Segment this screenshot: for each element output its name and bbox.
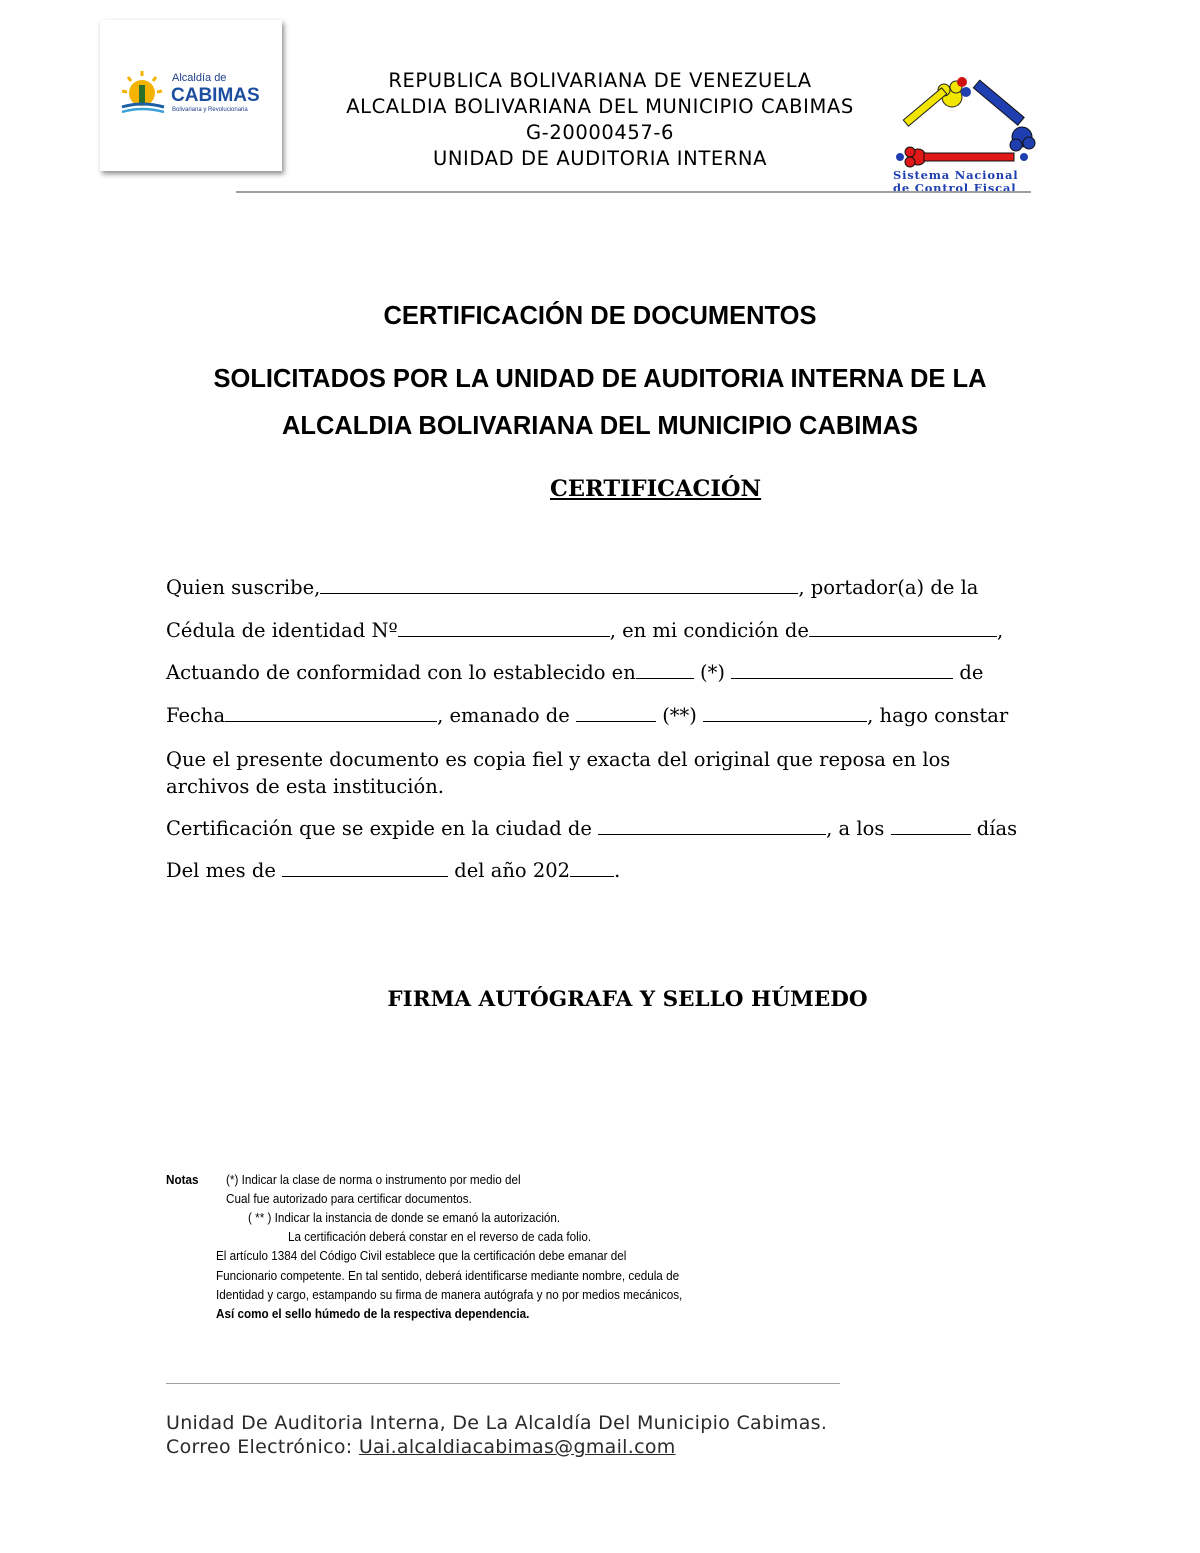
form-line-fecha (166, 702, 1026, 730)
form-line-quien-suscribe (166, 574, 1026, 602)
form-line-archivos: archivos de esta institución. (166, 775, 444, 798)
blank-nombre[interactable] (320, 576, 798, 594)
sun-icon (122, 71, 162, 106)
yellow-key-icon (903, 81, 962, 126)
sistema-nacional-control-fiscal-logo (890, 75, 1040, 200)
svg-text:de Control Fiscal: de Control Fiscal (893, 181, 1017, 195)
svg-text:Alcaldía de: Alcaldía de (172, 72, 227, 84)
form-line-cedula (166, 617, 1026, 645)
alcaldia-cabimas-logo (120, 65, 265, 125)
label-actuando: Actuando de conformidad con lo establecido en (166, 661, 636, 684)
label-condicion: , en mi condición de (609, 619, 809, 642)
note-line-3: ( ** ) Indicar la instancia de donde se emanó la autorización. (248, 1210, 561, 1225)
note-line-7: Identidad y cargo, estampando su firma de manera autógrafa y no por medios mecánicos, (216, 1287, 683, 1302)
blank-emanado[interactable] (576, 704, 656, 722)
label-portador: , portador(a) de la (798, 576, 979, 599)
header-line-unidad: UNIDAD DE AUDITORIA INTERNA (432, 147, 768, 170)
footer-email-link[interactable]: Uai.alcaldiacabimas@gmail.com (358, 1436, 676, 1458)
alcaldia-logo-card (100, 20, 282, 171)
blank-condicion[interactable] (809, 619, 997, 637)
title-solicitados-line2: ALCALDIA BOLIVARIANA DEL MUNICIPIO CABIMAS (281, 412, 919, 440)
notes-label: Notas (166, 1172, 199, 1187)
label-ano: del año 202 (448, 859, 571, 882)
footer-email-label: Correo Electrónico: (166, 1436, 359, 1458)
label-mes: Del mes de (166, 859, 283, 882)
title-solicitados-line1: SOLICITADOS POR LA UNIDAD DE AUDITORIA INTERNA DE LA (213, 365, 987, 393)
blank-instrumento[interactable] (731, 661, 953, 679)
label-fecha: Fecha (166, 704, 226, 727)
footer-unidad: Unidad De Auditoria Interna, De La Alcaldía Del Municipio Cabimas. (166, 1412, 828, 1434)
label-double-asterisk: (**) (656, 704, 704, 727)
blank-mes[interactable] (282, 859, 448, 877)
label-period: . (614, 859, 621, 882)
svg-text:Sistema Nacional: Sistema Nacional (893, 168, 1019, 182)
label-a-los: , a los (826, 817, 891, 840)
form-line-copia-fiel: Que el presente documento es copia fiel y exacta del original que reposa en los (166, 748, 951, 771)
note-line-6: Funcionario competente. En tal sentido, deberá identificarse mediante nombre, cedula de (216, 1268, 680, 1283)
label-hago-constar: , hago constar (867, 704, 1009, 727)
form-line-actuando (166, 659, 1026, 687)
note-line-1: (*) Indicar la clase de norma o instrumento por medio del (226, 1172, 521, 1187)
firma-sello-label: FIRMA AUTÓGRAFA Y SELLO HÚMEDO (387, 987, 868, 1012)
label-quien-suscribe: Quien suscribe, (166, 576, 321, 599)
red-key-icon (896, 147, 1028, 167)
header-divider (236, 191, 1031, 193)
blank-fecha[interactable] (225, 704, 437, 722)
title-certificacion-documentos: CERTIFICACIÓN DE DOCUMENTOS (383, 302, 817, 330)
blank-cedula[interactable] (398, 619, 610, 637)
blank-norma[interactable] (636, 661, 694, 679)
footer-email-line (166, 1435, 676, 1459)
label-emanado: , emanado de (437, 704, 576, 727)
label-de: de (953, 661, 984, 684)
blank-ciudad[interactable] (598, 817, 826, 835)
blank-instancia[interactable] (703, 704, 867, 722)
certificacion-heading: CERTIFICACIÓN (550, 476, 762, 502)
header-line-rif: G-20000457-6 (525, 121, 675, 144)
label-cedula: Cédula de identidad Nº (166, 619, 398, 642)
blank-ano[interactable] (570, 859, 614, 877)
label-asterisk: (*) (693, 661, 732, 684)
header-line-republica: REPUBLICA BOLIVARIANA DE VENEZUELA (388, 69, 812, 92)
svg-text:Bolivariana y Revolucionaria: Bolivariana y Revolucionaria (172, 107, 248, 113)
blank-dias[interactable] (891, 817, 971, 835)
note-line-4: La certificación deberá constar en el reverso de cada folio. (288, 1229, 592, 1244)
note-line-8: Así como el sello húmedo de la respectiva dependencia. (216, 1306, 530, 1321)
form-line-ciudad (166, 815, 1026, 843)
label-comma: , (996, 619, 1004, 642)
label-ciudad: Certificación que se expide en la ciudad de (166, 817, 599, 840)
svg-text:CABIMAS: CABIMAS (171, 85, 260, 106)
header-line-alcaldia: ALCALDIA BOLIVARIANA DEL MUNICIPIO CABIMAS (346, 95, 854, 118)
blue-key-icon (961, 80, 1035, 151)
form-line-mes (166, 857, 1026, 885)
label-dias: días (970, 817, 1018, 840)
note-line-2: Cual fue autorizado para certificar documentos. (226, 1191, 472, 1206)
footer-divider (166, 1383, 840, 1384)
note-line-5: El artículo 1384 del Código Civil establece que la certificación debe emanar del (216, 1248, 627, 1263)
